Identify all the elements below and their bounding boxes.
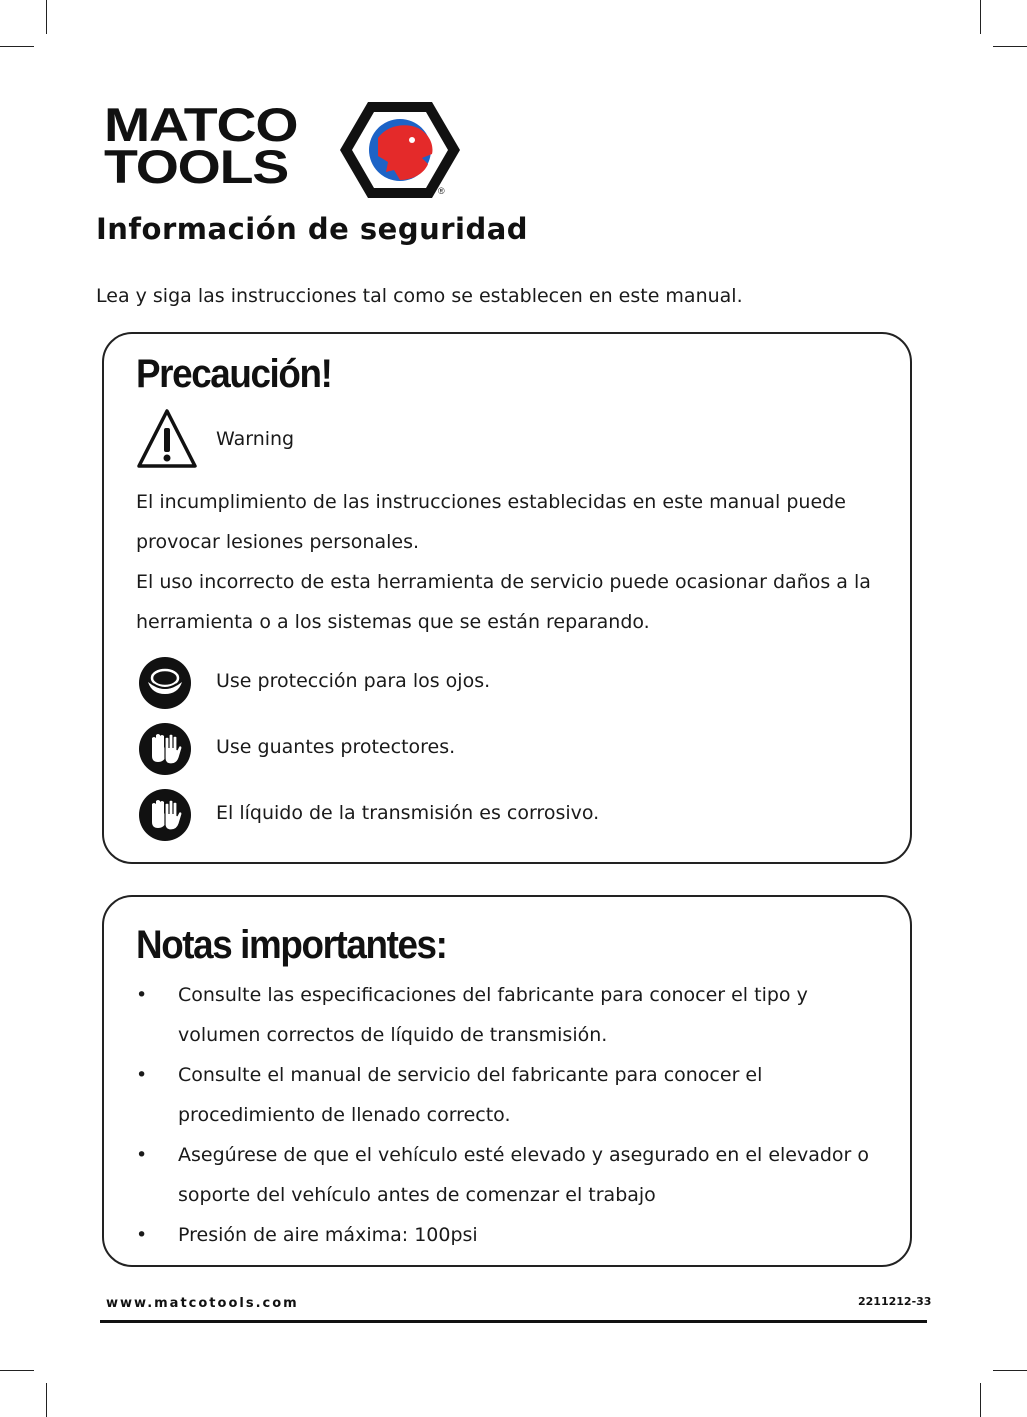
safety-item-text: Use protección para los ojos. xyxy=(216,670,491,692)
document-code: 2211212-33 xyxy=(858,1295,932,1308)
website-url: www.matcotools.com xyxy=(106,1296,299,1311)
safety-item-text: Use guantes protectores. xyxy=(216,736,456,758)
caution-title: Precaución! xyxy=(136,352,332,396)
crop-mark xyxy=(980,1383,981,1417)
page-title: Información de seguridad xyxy=(96,212,529,246)
crop-mark xyxy=(46,1383,47,1417)
intro-text: Lea y siga las instrucciones tal como se establecen en este manual. xyxy=(96,285,743,307)
caution-paragraph: El incumplimiento de las instrucciones establecidas en este manual puede provocar lesiones personales. xyxy=(136,491,846,553)
crop-mark xyxy=(0,46,34,47)
bullet: • xyxy=(136,1064,148,1086)
list-item xyxy=(136,1215,896,1255)
safety-item-eye-protection xyxy=(138,656,838,712)
list-item xyxy=(136,1055,896,1135)
logo-wordmark xyxy=(104,98,298,193)
safety-item-text: El líquido de la transmisión es corrosivo. xyxy=(216,802,600,824)
safety-item-gloves xyxy=(138,722,838,778)
crop-mark xyxy=(980,0,981,34)
notes-list xyxy=(136,975,896,1255)
protective-gloves-icon xyxy=(138,722,192,776)
logo-emblem-icon xyxy=(338,100,462,200)
safety-item-corrosive xyxy=(138,788,838,844)
list-item xyxy=(136,1135,896,1215)
bullet: • xyxy=(136,984,148,1006)
crop-mark xyxy=(993,1370,1027,1371)
note-text: Presión de aire máxima: 100psi xyxy=(178,1224,478,1246)
warning-triangle-icon xyxy=(136,408,198,470)
note-text: Consulte el manual de servicio del fabricante para conocer el procedimiento de llenado correcto. xyxy=(178,1064,763,1126)
logo-line-1: MATCO xyxy=(104,98,298,151)
bullet: • xyxy=(136,1144,148,1166)
logo-line-2: TOOLS xyxy=(104,140,289,193)
safety-goggles-icon xyxy=(138,656,192,710)
crop-mark xyxy=(46,0,47,34)
crop-mark xyxy=(993,46,1027,47)
note-text: Consulte las especificaciones del fabricante para conocer el tipo y volumen correctos de líquido de transmisión. xyxy=(178,984,808,1046)
brand-logo xyxy=(104,100,464,200)
footer-rule xyxy=(100,1320,927,1323)
important-notes-box xyxy=(102,895,912,1267)
crop-mark xyxy=(0,1370,34,1371)
caution-paragraph: El uso incorrecto de esta herramienta de servicio puede ocasionar daños a la herramienta o a los sistemas que se están reparando. xyxy=(136,571,871,633)
bullet: • xyxy=(136,1224,148,1246)
note-text: Asegúrese de que el vehículo esté elevado y asegurado en el elevador o soporte del vehículo antes de comenzar el trabajo xyxy=(178,1144,870,1206)
registered-mark: ® xyxy=(438,186,445,196)
caution-box xyxy=(102,332,912,864)
protective-gloves-icon xyxy=(138,788,192,842)
notes-title: Notas importantes: xyxy=(136,923,447,967)
warning-label: Warning xyxy=(216,428,295,450)
list-item xyxy=(136,975,896,1055)
